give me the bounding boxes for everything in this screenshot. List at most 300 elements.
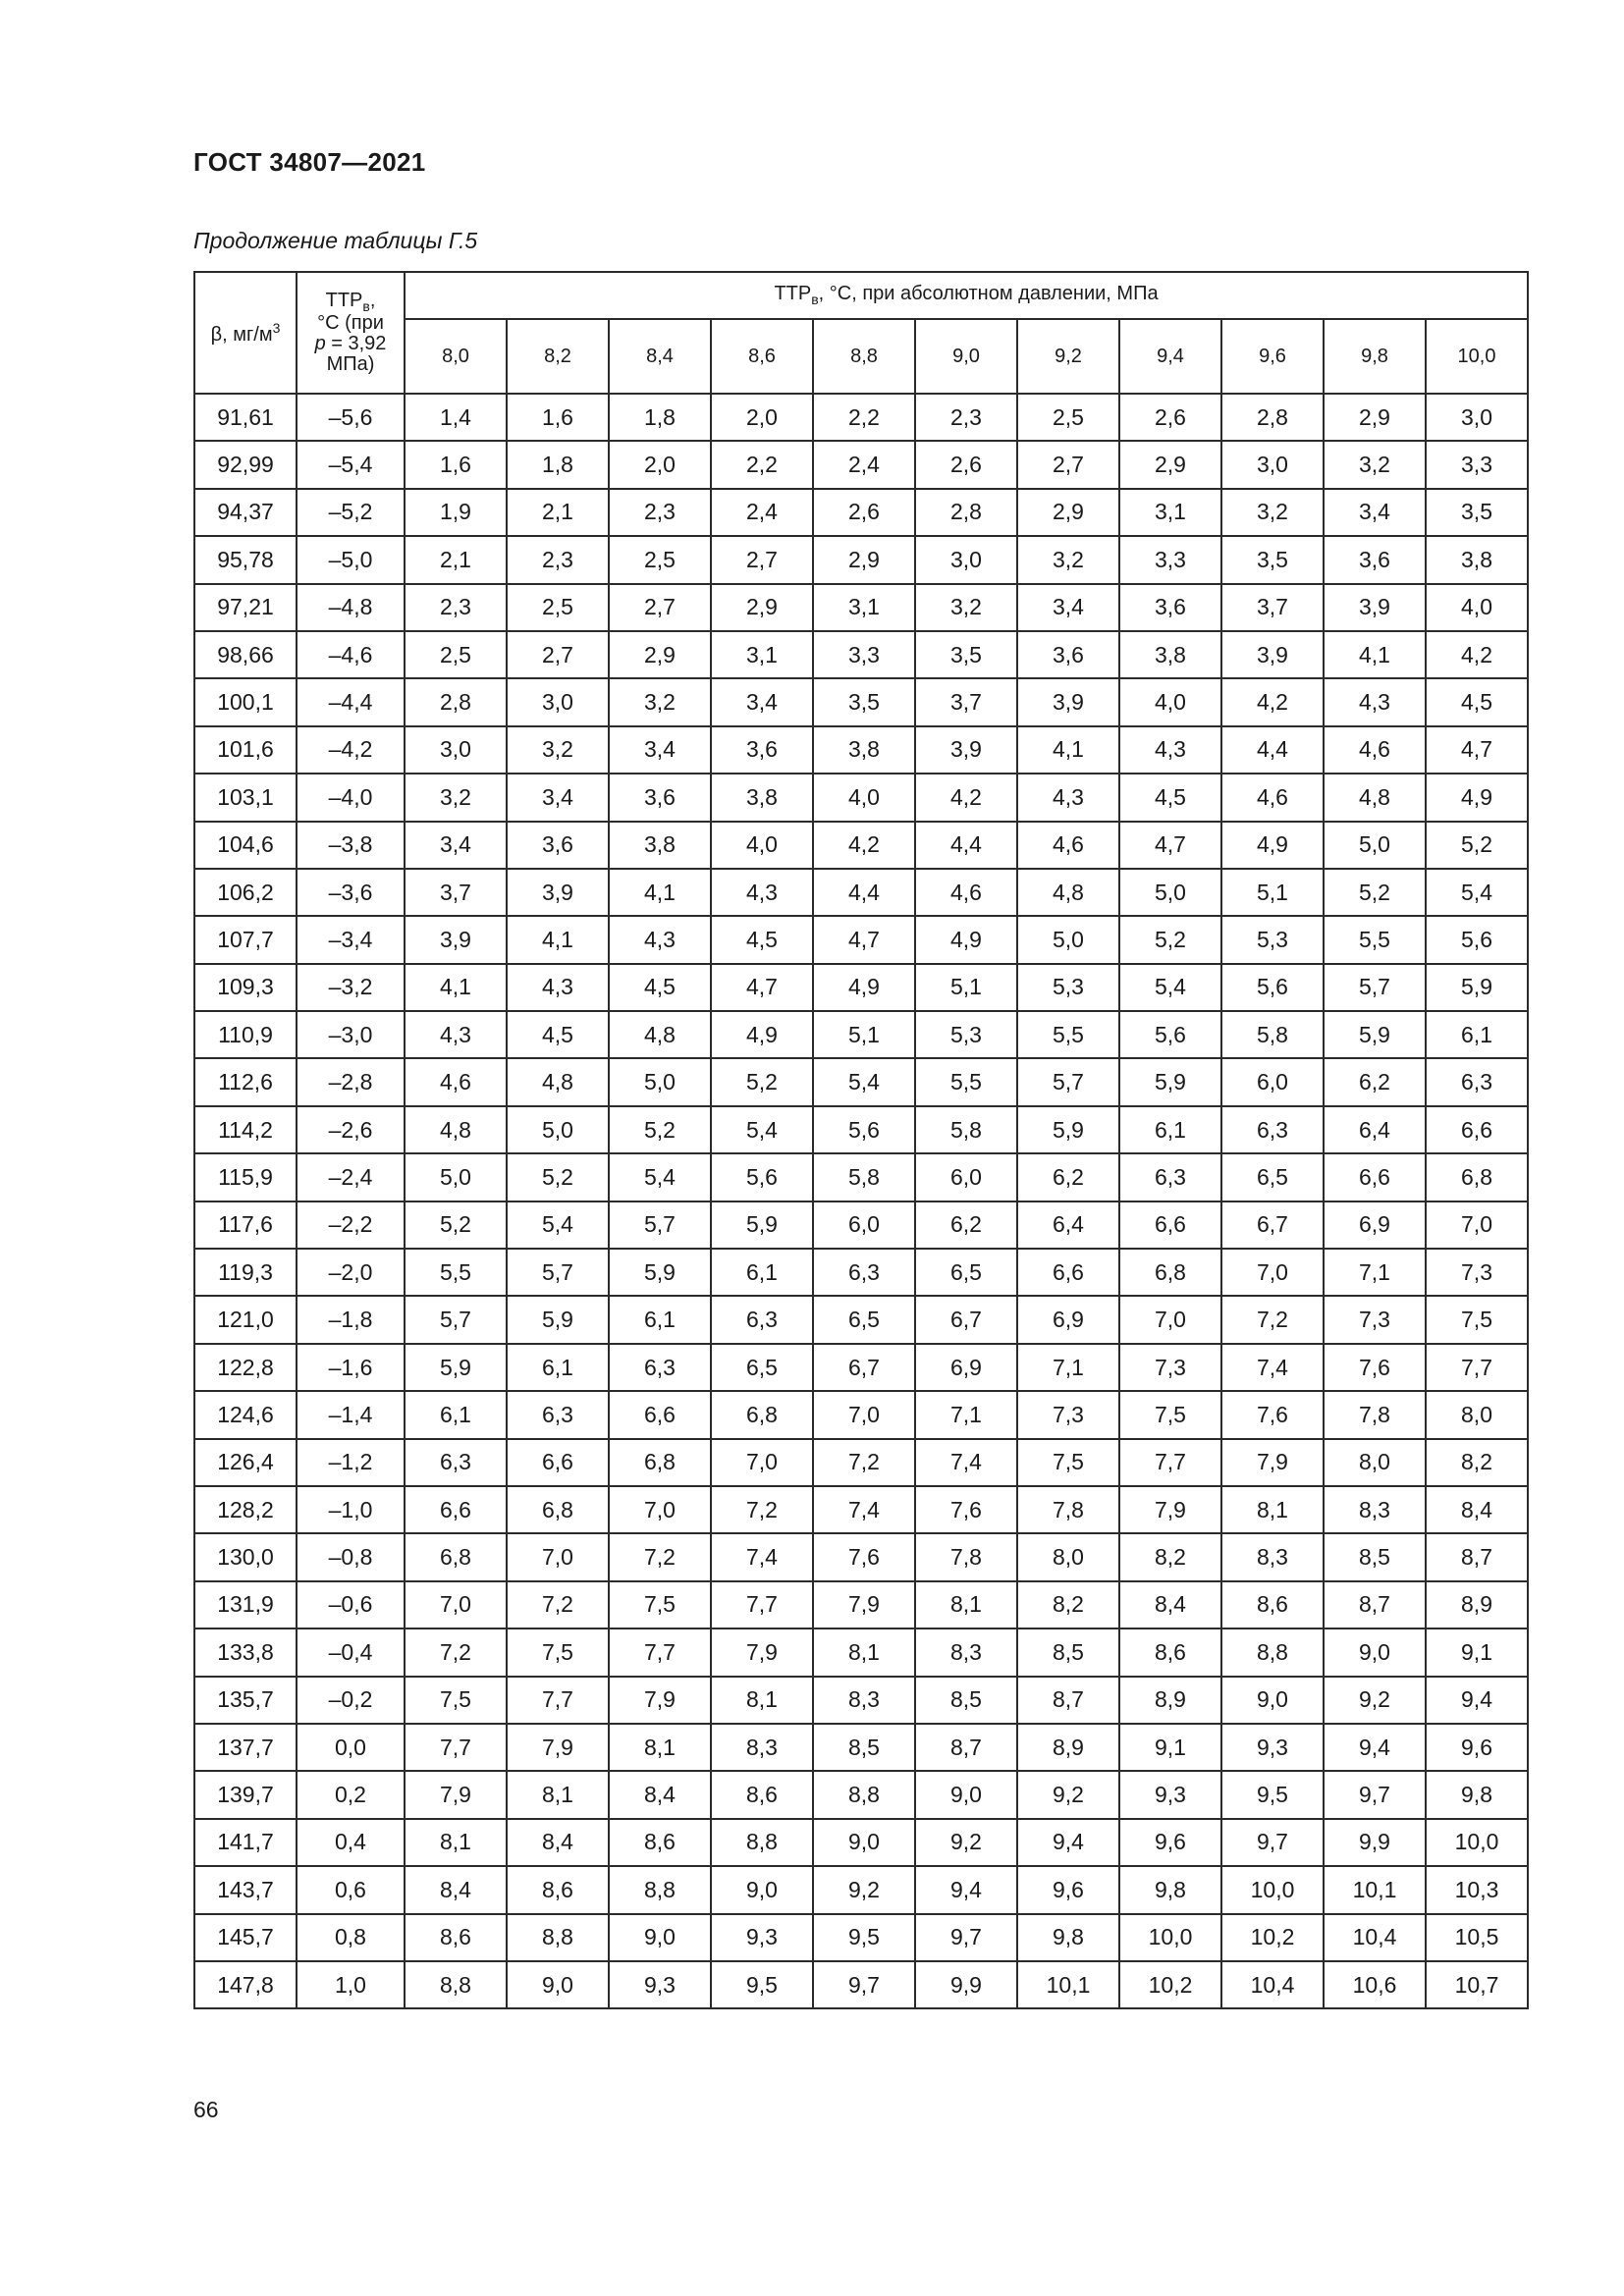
cell-value: 2,3 — [507, 536, 609, 583]
cell-beta: 137,7 — [194, 1724, 297, 1771]
header-pressure: 9,8 — [1324, 319, 1426, 394]
cell-value: 5,9 — [1017, 1106, 1119, 1153]
cell-value: 10,6 — [1324, 1961, 1426, 2008]
cell-value: 7,6 — [813, 1533, 915, 1580]
table-row — [194, 1058, 1528, 1105]
cell-value: 8,8 — [711, 1819, 813, 1866]
cell-value: 6,6 — [1426, 1106, 1528, 1153]
cell-value: 6,1 — [405, 1391, 507, 1438]
cell-value: 9,0 — [915, 1771, 1017, 1818]
table-row — [194, 441, 1528, 488]
cell-value: 6,1 — [507, 1344, 609, 1391]
cell-value: 6,3 — [711, 1296, 813, 1343]
header-ttr-sub: в — [362, 297, 370, 314]
cell-value: 6,5 — [813, 1296, 915, 1343]
cell-value: 8,3 — [915, 1629, 1017, 1676]
cell-value: 7,9 — [1221, 1439, 1324, 1486]
cell-value: 7,7 — [1119, 1439, 1221, 1486]
cell-value: 7,6 — [1324, 1344, 1426, 1391]
page-number: 66 — [193, 2097, 219, 2122]
cell-value: 3,4 — [1324, 489, 1426, 536]
cell-value: 2,4 — [711, 489, 813, 536]
cell-beta: 139,7 — [194, 1771, 297, 1818]
header-group — [405, 272, 1528, 319]
cell-value: 3,6 — [1017, 631, 1119, 678]
cell-value: 4,6 — [915, 869, 1017, 916]
cell-value: 10,1 — [1324, 1866, 1426, 1913]
cell-value: 7,9 — [711, 1629, 813, 1676]
cell-value: 7,9 — [609, 1677, 711, 1724]
cell-value: 2,5 — [507, 584, 609, 631]
cell-beta: 97,21 — [194, 584, 297, 631]
cell-value: 3,9 — [507, 869, 609, 916]
header-ttr-line2: °С (при — [317, 312, 384, 335]
cell-value: 3,0 — [1221, 441, 1324, 488]
cell-value: 5,4 — [507, 1201, 609, 1249]
cell-value: 6,3 — [609, 1344, 711, 1391]
cell-value: 2,8 — [405, 678, 507, 725]
header-group-prefix: ТТР — [774, 283, 812, 305]
header-pressure: 8,6 — [711, 319, 813, 394]
table-row — [194, 774, 1528, 821]
cell-value: 8,1 — [711, 1677, 813, 1724]
cell-value: 6,3 — [1119, 1153, 1221, 1201]
cell-value: 10,2 — [1119, 1961, 1221, 2008]
cell-value: 5,9 — [1119, 1058, 1221, 1105]
cell-value: 5,1 — [813, 1011, 915, 1058]
cell-value: 6,3 — [1221, 1106, 1324, 1153]
cell-value: 7,0 — [711, 1439, 813, 1486]
cell-value: 6,7 — [915, 1296, 1017, 1343]
table-row — [194, 1201, 1528, 1249]
cell-value: 8,4 — [1119, 1581, 1221, 1629]
cell-value: 8,3 — [813, 1677, 915, 1724]
cell-value: 2,5 — [1017, 394, 1119, 441]
cell-value: 4,5 — [1119, 774, 1221, 821]
cell-value: 2,7 — [711, 536, 813, 583]
cell-value: 7,0 — [1426, 1201, 1528, 1249]
cell-value: 9,1 — [1119, 1724, 1221, 1771]
cell-value: 7,1 — [1324, 1249, 1426, 1296]
cell-value: 5,0 — [405, 1153, 507, 1201]
cell-value: 5,7 — [405, 1296, 507, 1343]
cell-value: 8,4 — [405, 1866, 507, 1913]
cell-value: 8,6 — [1221, 1581, 1324, 1629]
cell-ttr: –3,4 — [297, 916, 405, 963]
cell-value: 5,0 — [1119, 869, 1221, 916]
cell-value: 10,0 — [1221, 1866, 1324, 1913]
header-ttr-p: p — [314, 333, 326, 355]
cell-value: 8,1 — [813, 1629, 915, 1676]
cell-value: 6,8 — [711, 1391, 813, 1438]
cell-value: 9,8 — [1119, 1866, 1221, 1913]
table-row — [194, 1961, 1528, 2008]
cell-value: 3,2 — [1221, 489, 1324, 536]
cell-value: 3,2 — [1324, 441, 1426, 488]
cell-value: 2,9 — [1119, 441, 1221, 488]
cell-value: 4,2 — [915, 774, 1017, 821]
cell-value: 4,7 — [711, 964, 813, 1011]
cell-value: 7,3 — [1426, 1249, 1528, 1296]
cell-value: 4,6 — [1324, 726, 1426, 774]
cell-value: 3,5 — [813, 678, 915, 725]
cell-value: 2,6 — [1119, 394, 1221, 441]
cell-value: 8,6 — [1119, 1629, 1221, 1676]
cell-value: 5,9 — [1324, 1011, 1426, 1058]
header-pressure: 9,6 — [1221, 319, 1324, 394]
table-row — [194, 394, 1528, 441]
cell-ttr: 0,6 — [297, 1866, 405, 1913]
cell-value: 3,3 — [1119, 536, 1221, 583]
cell-value: 3,9 — [1017, 678, 1119, 725]
cell-value: 8,1 — [915, 1581, 1017, 1629]
cell-value: 3,5 — [1221, 536, 1324, 583]
cell-value: 5,2 — [1426, 822, 1528, 869]
cell-value: 2,0 — [711, 394, 813, 441]
cell-ttr: 0,0 — [297, 1724, 405, 1771]
cell-value: 3,5 — [1426, 489, 1528, 536]
cell-value: 2,4 — [813, 441, 915, 488]
header-beta-sup: 3 — [272, 319, 281, 336]
cell-value: 4,2 — [1221, 678, 1324, 725]
cell-value: 7,7 — [711, 1581, 813, 1629]
cell-value: 1,9 — [405, 489, 507, 536]
cell-value: 4,5 — [711, 916, 813, 963]
cell-value: 6,1 — [609, 1296, 711, 1343]
header-ttr-suffix: , — [369, 289, 376, 311]
cell-value: 3,7 — [915, 678, 1017, 725]
cell-value: 5,6 — [1119, 1011, 1221, 1058]
cell-value: 4,6 — [1221, 774, 1324, 821]
cell-ttr: 0,8 — [297, 1914, 405, 1961]
cell-value: 8,1 — [507, 1771, 609, 1818]
cell-beta: 92,99 — [194, 441, 297, 488]
cell-value: 6,3 — [1426, 1058, 1528, 1105]
cell-value: 8,2 — [1017, 1581, 1119, 1629]
cell-value: 5,5 — [1017, 1011, 1119, 1058]
header-ttr — [297, 272, 405, 394]
cell-value: 7,0 — [405, 1581, 507, 1629]
cell-value: 8,4 — [609, 1771, 711, 1818]
cell-value: 4,8 — [1017, 869, 1119, 916]
cell-value: 8,0 — [1017, 1533, 1119, 1580]
cell-ttr: –5,2 — [297, 489, 405, 536]
cell-value: 3,9 — [1324, 584, 1426, 631]
cell-ttr: –2,4 — [297, 1153, 405, 1201]
cell-ttr: –1,4 — [297, 1391, 405, 1438]
table-row — [194, 1249, 1528, 1296]
cell-value: 8,7 — [1017, 1677, 1119, 1724]
cell-value: 5,9 — [1426, 964, 1528, 1011]
cell-value: 3,0 — [1426, 394, 1528, 441]
cell-value: 7,4 — [813, 1486, 915, 1533]
cell-value: 6,3 — [405, 1439, 507, 1486]
cell-beta: 121,0 — [194, 1296, 297, 1343]
cell-value: 9,4 — [1017, 1819, 1119, 1866]
cell-value: 8,8 — [507, 1914, 609, 1961]
cell-value: 7,8 — [1017, 1486, 1119, 1533]
cell-value: 5,2 — [1119, 916, 1221, 963]
cell-value: 8,4 — [1426, 1486, 1528, 1533]
cell-value: 7,2 — [711, 1486, 813, 1533]
cell-value: 6,6 — [609, 1391, 711, 1438]
cell-value: 7,3 — [1324, 1296, 1426, 1343]
cell-value: 7,9 — [507, 1724, 609, 1771]
cell-value: 7,1 — [915, 1391, 1017, 1438]
cell-beta: 124,6 — [194, 1391, 297, 1438]
cell-value: 9,9 — [1324, 1819, 1426, 1866]
cell-value: 5,8 — [813, 1153, 915, 1201]
table-body — [194, 394, 1528, 2008]
cell-value: 5,0 — [507, 1106, 609, 1153]
cell-value: 1,4 — [405, 394, 507, 441]
cell-value: 5,6 — [1221, 964, 1324, 1011]
cell-value: 7,4 — [711, 1533, 813, 1580]
cell-value: 3,8 — [711, 774, 813, 821]
cell-beta: 126,4 — [194, 1439, 297, 1486]
cell-value: 6,7 — [1221, 1201, 1324, 1249]
cell-value: 3,9 — [405, 916, 507, 963]
cell-value: 4,5 — [1426, 678, 1528, 725]
cell-value: 3,0 — [405, 726, 507, 774]
cell-value: 5,0 — [1017, 916, 1119, 963]
cell-ttr: –4,0 — [297, 774, 405, 821]
cell-value: 6,6 — [405, 1486, 507, 1533]
table-row — [194, 1011, 1528, 1058]
cell-value: 9,4 — [1324, 1724, 1426, 1771]
table-row — [194, 1629, 1528, 1676]
cell-value: 2,9 — [711, 584, 813, 631]
cell-value: 4,7 — [813, 916, 915, 963]
cell-ttr: –1,6 — [297, 1344, 405, 1391]
cell-value: 6,6 — [1324, 1153, 1426, 1201]
cell-value: 8,2 — [1119, 1533, 1221, 1580]
cell-value: 3,2 — [507, 726, 609, 774]
cell-value: 2,8 — [915, 489, 1017, 536]
cell-value: 8,4 — [507, 1819, 609, 1866]
cell-value: 2,3 — [915, 394, 1017, 441]
cell-value: 3,7 — [1221, 584, 1324, 631]
header-pressure: 8,4 — [609, 319, 711, 394]
cell-value: 9,0 — [1221, 1677, 1324, 1724]
table-row — [194, 1344, 1528, 1391]
cell-value: 2,5 — [609, 536, 711, 583]
cell-value: 8,7 — [1426, 1533, 1528, 1580]
cell-value: 4,9 — [1221, 822, 1324, 869]
cell-value: 5,2 — [609, 1106, 711, 1153]
cell-value: 1,8 — [507, 441, 609, 488]
cell-value: 10,2 — [1221, 1914, 1324, 1961]
header-beta — [194, 272, 297, 394]
cell-value: 9,5 — [813, 1914, 915, 1961]
cell-value: 8,9 — [1426, 1581, 1528, 1629]
cell-value: 3,0 — [915, 536, 1017, 583]
cell-value: 9,0 — [711, 1866, 813, 1913]
cell-value: 6,1 — [1119, 1106, 1221, 1153]
cell-value: 8,6 — [609, 1819, 711, 1866]
table-row — [194, 489, 1528, 536]
cell-value: 4,1 — [507, 916, 609, 963]
cell-value: 2,9 — [813, 536, 915, 583]
document-code: ГОСТ 34807—2021 — [193, 147, 426, 177]
cell-value: 4,3 — [507, 964, 609, 1011]
cell-beta: 103,1 — [194, 774, 297, 821]
cell-value: 5,0 — [609, 1058, 711, 1105]
cell-value: 1,6 — [507, 394, 609, 441]
cell-value: 3,6 — [507, 822, 609, 869]
cell-value: 6,1 — [1426, 1011, 1528, 1058]
cell-value: 3,7 — [405, 869, 507, 916]
cell-beta: 94,37 — [194, 489, 297, 536]
cell-value: 7,2 — [813, 1439, 915, 1486]
cell-ttr: 0,4 — [297, 1819, 405, 1866]
table-row — [194, 1486, 1528, 1533]
cell-value: 3,2 — [915, 584, 1017, 631]
cell-value: 9,2 — [1324, 1677, 1426, 1724]
cell-value: 5,3 — [1017, 964, 1119, 1011]
cell-value: 4,1 — [1017, 726, 1119, 774]
cell-value: 6,9 — [1017, 1296, 1119, 1343]
cell-value: 2,7 — [1017, 441, 1119, 488]
cell-value: 9,0 — [813, 1819, 915, 1866]
cell-value: 6,1 — [711, 1249, 813, 1296]
cell-beta: 95,78 — [194, 536, 297, 583]
cell-value: 7,2 — [609, 1533, 711, 1580]
cell-value: 5,7 — [507, 1249, 609, 1296]
cell-beta: 130,0 — [194, 1533, 297, 1580]
cell-value: 5,7 — [1017, 1058, 1119, 1105]
table-row — [194, 1533, 1528, 1580]
table-row — [194, 536, 1528, 583]
cell-value: 4,9 — [1426, 774, 1528, 821]
cell-ttr: –0,8 — [297, 1533, 405, 1580]
cell-value: 5,8 — [1221, 1011, 1324, 1058]
cell-value: 4,8 — [507, 1058, 609, 1105]
cell-value: 2,5 — [405, 631, 507, 678]
header-pressure: 9,0 — [915, 319, 1017, 394]
cell-value: 9,0 — [507, 1961, 609, 2008]
cell-value: 6,8 — [1119, 1249, 1221, 1296]
cell-value: 6,4 — [1324, 1106, 1426, 1153]
cell-value: 2,3 — [609, 489, 711, 536]
cell-value: 4,8 — [1324, 774, 1426, 821]
cell-beta: 91,61 — [194, 394, 297, 441]
cell-value: 8,8 — [609, 1866, 711, 1913]
cell-value: 6,8 — [405, 1533, 507, 1580]
header-ttr-prefix: ТТР — [325, 289, 363, 311]
cell-value: 6,7 — [813, 1344, 915, 1391]
header-group-suffix: , °С, при абсолютном давлении, МПа — [818, 283, 1159, 305]
table-row — [194, 584, 1528, 631]
cell-value: 7,5 — [507, 1629, 609, 1676]
cell-value: 8,3 — [711, 1724, 813, 1771]
cell-value: 7,0 — [609, 1486, 711, 1533]
header-pressure: 8,2 — [507, 319, 609, 394]
cell-value: 9,3 — [711, 1914, 813, 1961]
cell-beta: 109,3 — [194, 964, 297, 1011]
table-row — [194, 678, 1528, 725]
cell-value: 10,3 — [1426, 1866, 1528, 1913]
cell-value: 7,4 — [1221, 1344, 1324, 1391]
cell-value: 8,6 — [711, 1771, 813, 1818]
cell-value: 4,3 — [405, 1011, 507, 1058]
cell-value: 4,9 — [915, 916, 1017, 963]
cell-value: 9,6 — [1017, 1866, 1119, 1913]
cell-value: 2,8 — [1221, 394, 1324, 441]
cell-beta: 122,8 — [194, 1344, 297, 1391]
cell-value: 2,2 — [813, 394, 915, 441]
table-row — [194, 1296, 1528, 1343]
cell-beta: 104,6 — [194, 822, 297, 869]
cell-value: 3,9 — [1221, 631, 1324, 678]
cell-ttr: –0,6 — [297, 1581, 405, 1629]
cell-value: 9,4 — [915, 1866, 1017, 1913]
cell-value: 10,0 — [1426, 1819, 1528, 1866]
cell-value: 8,0 — [1426, 1391, 1528, 1438]
cell-value: 10,4 — [1221, 1961, 1324, 2008]
cell-value: 9,7 — [915, 1914, 1017, 1961]
cell-value: 5,9 — [405, 1344, 507, 1391]
cell-value: 6,3 — [507, 1391, 609, 1438]
cell-value: 7,3 — [1119, 1344, 1221, 1391]
table-header — [194, 272, 1528, 394]
cell-value: 7,9 — [405, 1771, 507, 1818]
cell-value: 3,6 — [609, 774, 711, 821]
table-caption: Продолжение таблицы Г.5 — [193, 228, 478, 253]
cell-value: 5,7 — [609, 1201, 711, 1249]
cell-value: 1,6 — [405, 441, 507, 488]
cell-value: 6,6 — [1119, 1201, 1221, 1249]
cell-ttr: –4,2 — [297, 726, 405, 774]
cell-value: 5,6 — [711, 1153, 813, 1201]
header-ttr-line4: МПа) — [326, 353, 375, 376]
cell-value: 7,0 — [507, 1533, 609, 1580]
cell-value: 9,2 — [1017, 1771, 1119, 1818]
cell-value: 4,1 — [1324, 631, 1426, 678]
cell-value: 4,9 — [813, 964, 915, 1011]
cell-value: 8,1 — [609, 1724, 711, 1771]
cell-beta: 131,9 — [194, 1581, 297, 1629]
cell-value: 8,8 — [1221, 1629, 1324, 1676]
table-row — [194, 631, 1528, 678]
cell-ttr: –1,2 — [297, 1439, 405, 1486]
cell-beta: 115,9 — [194, 1153, 297, 1201]
cell-beta: 141,7 — [194, 1819, 297, 1866]
cell-value: 7,7 — [405, 1724, 507, 1771]
cell-value: 9,0 — [609, 1914, 711, 1961]
cell-ttr: –0,2 — [297, 1677, 405, 1724]
cell-value: 4,3 — [711, 869, 813, 916]
cell-ttr: –2,2 — [297, 1201, 405, 1249]
cell-value: 4,3 — [1017, 774, 1119, 821]
cell-value: 5,0 — [1324, 822, 1426, 869]
cell-value: 3,8 — [609, 822, 711, 869]
cell-value: 4,2 — [1426, 631, 1528, 678]
cell-value: 3,8 — [1426, 536, 1528, 583]
cell-value: 5,8 — [915, 1106, 1017, 1153]
cell-value: 6,9 — [1324, 1201, 1426, 1249]
cell-ttr: 1,0 — [297, 1961, 405, 2008]
cell-value: 3,2 — [405, 774, 507, 821]
cell-value: 8,5 — [915, 1677, 1017, 1724]
cell-ttr: –4,4 — [297, 678, 405, 725]
cell-beta: 117,6 — [194, 1201, 297, 1249]
cell-value: 3,6 — [1119, 584, 1221, 631]
cell-value: 2,9 — [609, 631, 711, 678]
cell-value: 6,5 — [711, 1344, 813, 1391]
cell-value: 2,6 — [915, 441, 1017, 488]
table-row — [194, 1866, 1528, 1913]
